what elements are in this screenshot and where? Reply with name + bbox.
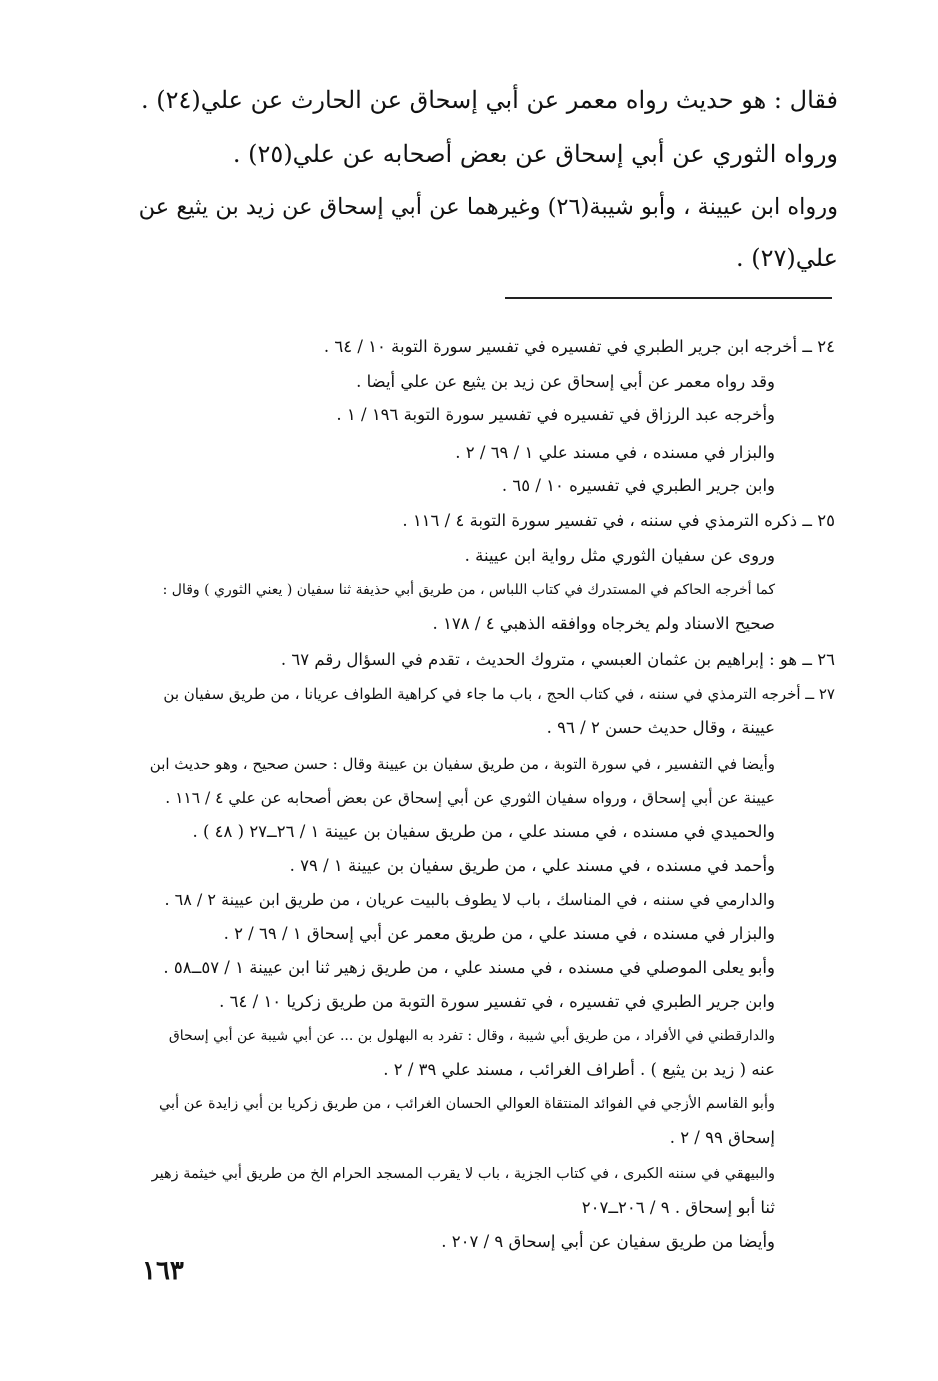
footnote-line: وقد رواه معمر عن أبي إسحاق عن زيد بن يثيع عن علي أيضا . — [356, 372, 775, 391]
footnote-line: وابن جرير الطبري في تفسيره ، في تفسير سورة التوبة من طريق زكريا ١٠ / ٦٤ . — [219, 992, 775, 1011]
footnote-line: ٢٥ ــ ذكره الترمذي في سننه ، في تفسير سورة التوبة ٤ / ١١٦ . — [402, 511, 835, 530]
footnote-line: ٢٦ ــ هو : إبراهيم بن عثمان العبسي ، متروك الحديث ، تقدم في السؤال رقم ٦٧ . — [280, 650, 835, 669]
footnote-line: عيينة عن أبي إسحاق ، ورواه سفيان الثوري عن أبي إسحاق عن بعض أصحابه عن علي ٤ / ١١٦ . — [165, 789, 775, 807]
footnote-separator — [505, 297, 832, 299]
main-line: علي(٢٧) . — [735, 244, 838, 272]
main-line: ورواه ابن عيينة ، وأبو شيبة(٢٦) وغيرهما عن أبي إسحاق عن زيد بن يثيع عن — [138, 194, 838, 220]
footnote-line: والدارمي في سننه ، في المناسك ، باب لا يطوف بالبيت عريان ، من طريق ابن عيينة ٢ / ٦٨ . — [164, 890, 775, 909]
footnote-line: عيينة ، وقال حديث حسن ٢ / ٩٦ . — [546, 718, 775, 737]
page-number: ١٦٣ — [142, 1256, 184, 1286]
footnote-line: وأحمد في مسنده ، في مسند علي ، من طريق سفيان بن عيينة ١ / ٧٩ . — [289, 856, 775, 875]
footnote-line: وابن جرير الطبري في تفسيره ١٠ / ٦٥ . — [501, 476, 775, 495]
footnote-line: وأبو يعلى الموصلي في مسنده ، في مسند علي ، من طريق زهير ثنا ابن عيينة ١ / ٥٧ــ٥٨ . — [163, 958, 775, 977]
footnote-line: عنه ( زيد بن يثيع ) . أطراف الغرائب ، مسند علي ٣٩ / ٢ . — [383, 1060, 775, 1079]
footnote-line: والحميدي في مسنده ، في مسند علي ، من طريق سفيان بن عيينة ١ / ٢٦ــ٢٧ ( ٤٨ ) . — [192, 822, 775, 841]
main-line: فقال : هو حديث رواه معمر عن أبي إسحاق عن الحارث عن علي(٢٤) . — [140, 86, 838, 114]
footnote-line: وأخرجه عبد الرزاق في تفسيره في تفسير سورة التوبة ١٩٦ / ١ . — [336, 405, 775, 424]
footnote-line: كما أخرجه الحاكم في المستدرك في كتاب اللباس ، من طريق أبي حذيفة ثنا سفيان ( يعني الثوري ) وقال : — [162, 582, 775, 598]
footnote-line: صحيح الاسناد ولم يخرجاه ووافقه الذهبي ٤ / ١٧٨ . — [432, 614, 775, 633]
footnote-line: ثنا أبو إسحاق . ٩ / ٢٠٦ــ٢٠٧ — [581, 1198, 775, 1217]
main-line: ورواه الثوري عن أبي إسحاق عن بعض أصحابه عن علي(٢٥) . — [232, 140, 838, 168]
footnote-line: ٢٧ ــ أخرجه الترمذي في سننه ، في كتاب الحج ، باب ما جاء في كراهية الطواف عريانا ، من طريق سفيان بن — [163, 685, 835, 703]
footnote-line: وروى عن سفيان الثوري مثل رواية ابن عيينة . — [464, 546, 775, 565]
footnote-line: ٢٤ ــ أخرجه ابن جرير الطبري في تفسيره في تفسير سورة التوبة ١٠ / ٦٤ . — [323, 337, 835, 356]
footnote-line: والبيهقي في سننه الكبرى ، في كتاب الجزية ، باب لا يقرب المسجد الحرام الخ من طريق أبي خيثمة زهير — [151, 1166, 775, 1182]
footnote-line: وأيضا من طريق سفيان عن أبي إسحاق ٩ / ٢٠٧ . — [441, 1232, 775, 1251]
footnote-line: والبزار في مسنده ، في مسند علي ١ / ٦٩ / ٢ . — [455, 443, 775, 462]
footnote-line: إسحاق ٩٩ / ٢ . — [669, 1128, 775, 1147]
footnote-line: والدارقطني في الأفراد ، من طريق أبي شيبة ، وقال : تفرد به البهلول بن ... عن أبي شيبة عن أبي إسحاق — [168, 1028, 775, 1044]
footnote-line: وأيضا في التفسير ، في سورة التوبة ، من طريق سفيان بن عيينة وقال : حسن صحيح ، وهو حديث ابن — [149, 755, 775, 773]
footnote-line: وأبو القاسم الأزجي في الفوائد المنتقاة العوالي الحسان الغرائب ، من طريق زكريا بن أبي زايدة عن أبي — [158, 1096, 775, 1112]
footnote-line: والبزار في مسنده ، في مسند علي ، من طريق معمر عن أبي إسحاق ١ / ٦٩ / ٢ . — [223, 924, 775, 943]
